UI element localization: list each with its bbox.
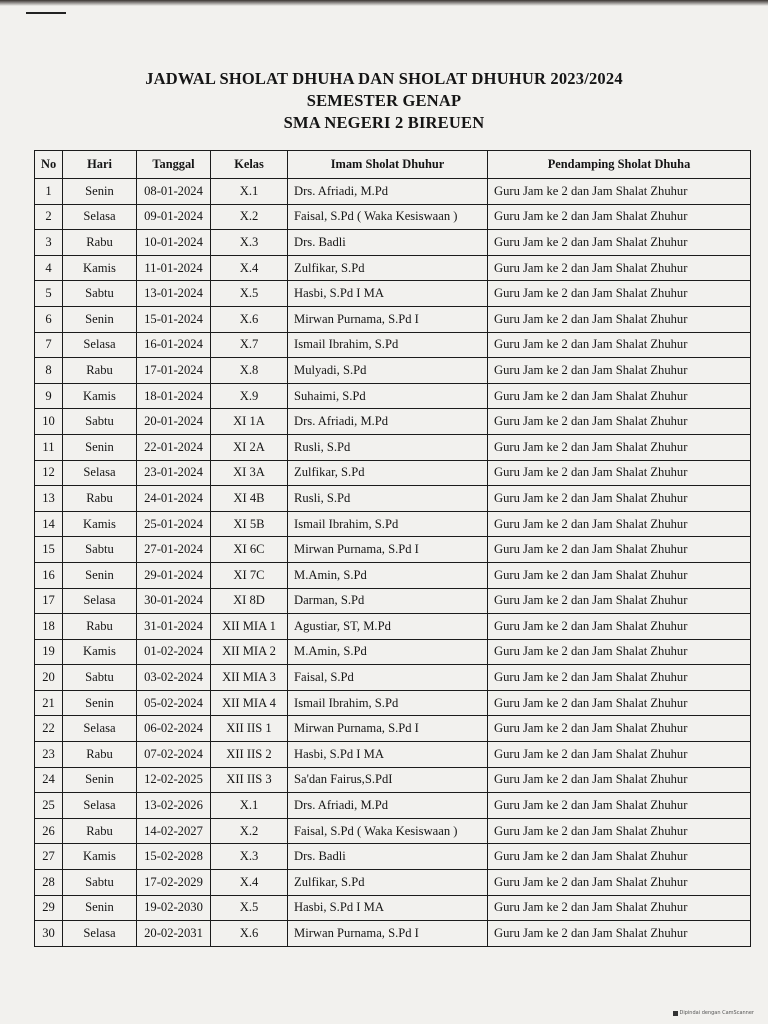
col-header-day: Hari — [63, 151, 137, 179]
cell-imam: Hasbi, S.Pd I MA — [288, 281, 488, 307]
table-row — [35, 486, 751, 512]
cell-day: Kamis — [63, 844, 137, 870]
cell-no: 15 — [35, 537, 63, 563]
cell-imam: Ismail Ibrahim, S.Pd — [288, 511, 488, 537]
cell-day: Senin — [63, 562, 137, 588]
cell-class: X.3 — [211, 230, 288, 256]
cell-pendamping: Guru Jam ke 2 dan Jam Shalat Zhuhur — [488, 434, 751, 460]
cell-pendamping: Guru Jam ke 2 dan Jam Shalat Zhuhur — [488, 665, 751, 691]
cell-no: 21 — [35, 690, 63, 716]
cell-pendamping: Guru Jam ke 2 dan Jam Shalat Zhuhur — [488, 281, 751, 307]
table-row — [35, 255, 751, 281]
cell-date: 18-01-2024 — [137, 383, 211, 409]
cell-date: 15-02-2028 — [137, 844, 211, 870]
cell-class: XII IIS 2 — [211, 742, 288, 768]
cell-day: Kamis — [63, 255, 137, 281]
cell-pendamping: Guru Jam ke 2 dan Jam Shalat Zhuhur — [488, 306, 751, 332]
cell-pendamping: Guru Jam ke 2 dan Jam Shalat Zhuhur — [488, 537, 751, 563]
header-semester: SEMESTER GENAP — [306, 91, 462, 110]
cell-imam: Rusli, S.Pd — [288, 486, 488, 512]
cell-day: Selasa — [63, 460, 137, 486]
table-row — [35, 716, 751, 742]
cell-day: Kamis — [63, 639, 137, 665]
cell-no: 8 — [35, 358, 63, 384]
cell-pendamping: Guru Jam ke 2 dan Jam Shalat Zhuhur — [488, 332, 751, 358]
cell-date: 09-01-2024 — [137, 204, 211, 230]
cell-class: X.2 — [211, 818, 288, 844]
schedule-table — [34, 150, 751, 947]
cell-pendamping: Guru Jam ke 2 dan Jam Shalat Zhuhur — [488, 870, 751, 896]
cell-date: 24-01-2024 — [137, 486, 211, 512]
cell-day: Rabu — [63, 818, 137, 844]
cell-no: 20 — [35, 665, 63, 691]
cell-date: 17-02-2029 — [137, 870, 211, 896]
scan-mark — [26, 12, 66, 14]
cell-class: XII MIA 1 — [211, 614, 288, 640]
cell-class: X.4 — [211, 255, 288, 281]
cell-day: Sabtu — [63, 665, 137, 691]
cell-class: XI 6C — [211, 537, 288, 563]
cell-no: 29 — [35, 895, 63, 921]
cell-imam: Drs. Afriadi, M.Pd — [288, 409, 488, 435]
cell-imam: Mirwan Purnama, S.Pd I — [288, 306, 488, 332]
cell-imam: Drs. Afriadi, M.Pd — [288, 793, 488, 819]
camscanner-logo-icon — [673, 1011, 678, 1016]
cell-pendamping: Guru Jam ke 2 dan Jam Shalat Zhuhur — [488, 767, 751, 793]
cell-pendamping: Guru Jam ke 2 dan Jam Shalat Zhuhur — [488, 409, 751, 435]
cell-date: 29-01-2024 — [137, 562, 211, 588]
table-row — [35, 870, 751, 896]
cell-imam: Drs. Badli — [288, 844, 488, 870]
cell-date: 13-01-2024 — [137, 281, 211, 307]
cell-no: 11 — [35, 434, 63, 460]
cell-pendamping: Guru Jam ke 2 dan Jam Shalat Zhuhur — [488, 358, 751, 384]
cell-imam: Mirwan Purnama, S.Pd I — [288, 537, 488, 563]
col-header-imam: Imam Sholat Dhuhur — [288, 151, 488, 179]
cell-date: 13-02-2026 — [137, 793, 211, 819]
cell-date: 16-01-2024 — [137, 332, 211, 358]
cell-imam: M.Amin, S.Pd — [288, 562, 488, 588]
cell-pendamping: Guru Jam ke 2 dan Jam Shalat Zhuhur — [488, 716, 751, 742]
cell-date: 10-01-2024 — [137, 230, 211, 256]
table-row — [35, 281, 751, 307]
cell-class: X.5 — [211, 281, 288, 307]
cell-date: 03-02-2024 — [137, 665, 211, 691]
cell-day: Rabu — [63, 358, 137, 384]
cell-imam: M.Amin, S.Pd — [288, 639, 488, 665]
cell-imam: Ismail Ibrahim, S.Pd — [288, 690, 488, 716]
cell-imam: Agustiar, ST, M.Pd — [288, 614, 488, 640]
cell-class: X.6 — [211, 306, 288, 332]
table-row — [35, 767, 751, 793]
cell-pendamping: Guru Jam ke 2 dan Jam Shalat Zhuhur — [488, 204, 751, 230]
cell-pendamping: Guru Jam ke 2 dan Jam Shalat Zhuhur — [488, 588, 751, 614]
cell-no: 14 — [35, 511, 63, 537]
cell-imam: Faisal, S.Pd ( Waka Kesiswaan ) — [288, 818, 488, 844]
cell-imam: Sa'dan Fairus,S.PdI — [288, 767, 488, 793]
table-row — [35, 690, 751, 716]
cell-no: 10 — [35, 409, 63, 435]
table-row — [35, 793, 751, 819]
cell-pendamping: Guru Jam ke 2 dan Jam Shalat Zhuhur — [488, 818, 751, 844]
cell-day: Rabu — [63, 230, 137, 256]
cell-date: 01-02-2024 — [137, 639, 211, 665]
cell-pendamping: Guru Jam ke 2 dan Jam Shalat Zhuhur — [488, 742, 751, 768]
cell-no: 17 — [35, 588, 63, 614]
cell-imam: Zulfikar, S.Pd — [288, 460, 488, 486]
cell-pendamping: Guru Jam ke 2 dan Jam Shalat Zhuhur — [488, 921, 751, 947]
cell-day: Rabu — [63, 614, 137, 640]
table-row — [35, 332, 751, 358]
cell-no: 7 — [35, 332, 63, 358]
cell-pendamping: Guru Jam ke 2 dan Jam Shalat Zhuhur — [488, 460, 751, 486]
cell-day: Selasa — [63, 332, 137, 358]
cell-date: 05-02-2024 — [137, 690, 211, 716]
cell-no: 24 — [35, 767, 63, 793]
cell-day: Rabu — [63, 742, 137, 768]
cell-day: Selasa — [63, 204, 137, 230]
cell-class: X.1 — [211, 793, 288, 819]
document-header — [0, 68, 768, 134]
cell-date: 11-01-2024 — [137, 255, 211, 281]
cell-pendamping: Guru Jam ke 2 dan Jam Shalat Zhuhur — [488, 895, 751, 921]
header-title: JADWAL SHOLAT DHUHA DAN SHOLAT DHUHUR 2023/2024 — [145, 69, 623, 88]
cell-imam: Zulfikar, S.Pd — [288, 870, 488, 896]
cell-no: 23 — [35, 742, 63, 768]
cell-imam: Faisal, S.Pd ( Waka Kesiswaan ) — [288, 204, 488, 230]
cell-imam: Hasbi, S.Pd I MA — [288, 742, 488, 768]
cell-class: X.4 — [211, 870, 288, 896]
cell-date: 15-01-2024 — [137, 306, 211, 332]
col-header-pendamping: Pendamping Sholat Dhuha — [488, 151, 751, 179]
cell-pendamping: Guru Jam ke 2 dan Jam Shalat Zhuhur — [488, 690, 751, 716]
cell-day: Senin — [63, 306, 137, 332]
cell-date: 23-01-2024 — [137, 460, 211, 486]
cell-day: Sabtu — [63, 409, 137, 435]
table-row — [35, 179, 751, 205]
scan-top-edge — [0, 0, 768, 6]
cell-pendamping: Guru Jam ke 2 dan Jam Shalat Zhuhur — [488, 486, 751, 512]
cell-pendamping: Guru Jam ke 2 dan Jam Shalat Zhuhur — [488, 383, 751, 409]
table-row — [35, 818, 751, 844]
cell-date: 08-01-2024 — [137, 179, 211, 205]
table-row — [35, 460, 751, 486]
table-row — [35, 895, 751, 921]
table-row — [35, 742, 751, 768]
cell-class: XII MIA 4 — [211, 690, 288, 716]
table-row — [35, 409, 751, 435]
cell-pendamping: Guru Jam ke 2 dan Jam Shalat Zhuhur — [488, 230, 751, 256]
cell-class: XI 3A — [211, 460, 288, 486]
cell-no: 28 — [35, 870, 63, 896]
cell-no: 12 — [35, 460, 63, 486]
cell-class: X.2 — [211, 204, 288, 230]
cell-day: Selasa — [63, 716, 137, 742]
cell-no: 22 — [35, 716, 63, 742]
cell-date: 20-02-2031 — [137, 921, 211, 947]
cell-no: 2 — [35, 204, 63, 230]
cell-class: XII MIA 3 — [211, 665, 288, 691]
cell-imam: Drs. Badli — [288, 230, 488, 256]
cell-imam: Rusli, S.Pd — [288, 434, 488, 460]
cell-imam: Darman, S.Pd — [288, 588, 488, 614]
cell-imam: Suhaimi, S.Pd — [288, 383, 488, 409]
cell-class: XI 4B — [211, 486, 288, 512]
table-row — [35, 434, 751, 460]
cell-no: 3 — [35, 230, 63, 256]
cell-imam: Mirwan Purnama, S.Pd I — [288, 921, 488, 947]
cell-no: 9 — [35, 383, 63, 409]
cell-no: 18 — [35, 614, 63, 640]
scanner-watermark — [673, 1010, 755, 1016]
cell-no: 30 — [35, 921, 63, 947]
cell-class: X.3 — [211, 844, 288, 870]
cell-date: 14-02-2027 — [137, 818, 211, 844]
schedule-body — [35, 179, 751, 947]
cell-date: 25-01-2024 — [137, 511, 211, 537]
cell-date: 12-02-2025 — [137, 767, 211, 793]
cell-imam: Mirwan Purnama, S.Pd I — [288, 716, 488, 742]
col-header-no: No — [35, 151, 63, 179]
cell-day: Senin — [63, 767, 137, 793]
cell-date: 30-01-2024 — [137, 588, 211, 614]
cell-no: 19 — [35, 639, 63, 665]
table-row — [35, 639, 751, 665]
cell-no: 27 — [35, 844, 63, 870]
cell-imam: Drs. Afriadi, M.Pd — [288, 179, 488, 205]
cell-no: 1 — [35, 179, 63, 205]
cell-class: XI 8D — [211, 588, 288, 614]
table-row — [35, 921, 751, 947]
table-row — [35, 537, 751, 563]
cell-pendamping: Guru Jam ke 2 dan Jam Shalat Zhuhur — [488, 511, 751, 537]
cell-day: Senin — [63, 690, 137, 716]
cell-date: 22-01-2024 — [137, 434, 211, 460]
scanner-text: Dipindai dengan CamScanner — [679, 1010, 754, 1016]
cell-pendamping: Guru Jam ke 2 dan Jam Shalat Zhuhur — [488, 562, 751, 588]
cell-class: X.9 — [211, 383, 288, 409]
cell-date: 19-02-2030 — [137, 895, 211, 921]
cell-class: XII IIS 3 — [211, 767, 288, 793]
cell-imam: Ismail Ibrahim, S.Pd — [288, 332, 488, 358]
cell-date: 31-01-2024 — [137, 614, 211, 640]
cell-class: X.5 — [211, 895, 288, 921]
table-row — [35, 844, 751, 870]
cell-class: XI 2A — [211, 434, 288, 460]
cell-class: XI 5B — [211, 511, 288, 537]
cell-no: 13 — [35, 486, 63, 512]
cell-date: 20-01-2024 — [137, 409, 211, 435]
cell-no: 25 — [35, 793, 63, 819]
cell-no: 26 — [35, 818, 63, 844]
table-row — [35, 511, 751, 537]
table-row — [35, 614, 751, 640]
cell-day: Kamis — [63, 383, 137, 409]
col-header-class: Kelas — [211, 151, 288, 179]
cell-day: Rabu — [63, 486, 137, 512]
cell-date: 27-01-2024 — [137, 537, 211, 563]
cell-class: X.7 — [211, 332, 288, 358]
cell-pendamping: Guru Jam ke 2 dan Jam Shalat Zhuhur — [488, 639, 751, 665]
cell-pendamping: Guru Jam ke 2 dan Jam Shalat Zhuhur — [488, 179, 751, 205]
cell-no: 6 — [35, 306, 63, 332]
cell-class: XII IIS 1 — [211, 716, 288, 742]
table-row — [35, 230, 751, 256]
cell-class: XII MIA 2 — [211, 639, 288, 665]
cell-day: Sabtu — [63, 870, 137, 896]
cell-day: Senin — [63, 179, 137, 205]
cell-pendamping: Guru Jam ke 2 dan Jam Shalat Zhuhur — [488, 844, 751, 870]
cell-date: 07-02-2024 — [137, 742, 211, 768]
header-school: SMA NEGERI 2 BIREUEN — [283, 113, 485, 132]
cell-day: Selasa — [63, 921, 137, 947]
table-row — [35, 562, 751, 588]
cell-no: 16 — [35, 562, 63, 588]
cell-date: 06-02-2024 — [137, 716, 211, 742]
cell-day: Senin — [63, 895, 137, 921]
cell-day: Selasa — [63, 588, 137, 614]
cell-date: 17-01-2024 — [137, 358, 211, 384]
cell-imam: Faisal, S.Pd — [288, 665, 488, 691]
cell-day: Senin — [63, 434, 137, 460]
cell-imam: Zulfikar, S.Pd — [288, 255, 488, 281]
cell-imam: Hasbi, S.Pd I MA — [288, 895, 488, 921]
cell-no: 4 — [35, 255, 63, 281]
table-row — [35, 204, 751, 230]
cell-day: Sabtu — [63, 281, 137, 307]
table-row — [35, 306, 751, 332]
cell-day: Kamis — [63, 511, 137, 537]
cell-pendamping: Guru Jam ke 2 dan Jam Shalat Zhuhur — [488, 614, 751, 640]
cell-class: X.6 — [211, 921, 288, 947]
cell-pendamping: Guru Jam ke 2 dan Jam Shalat Zhuhur — [488, 255, 751, 281]
col-header-date: Tanggal — [137, 151, 211, 179]
cell-day: Sabtu — [63, 537, 137, 563]
cell-class: XI 7C — [211, 562, 288, 588]
cell-day: Selasa — [63, 793, 137, 819]
table-row — [35, 383, 751, 409]
cell-class: XI 1A — [211, 409, 288, 435]
cell-class: X.1 — [211, 179, 288, 205]
cell-pendamping: Guru Jam ke 2 dan Jam Shalat Zhuhur — [488, 793, 751, 819]
cell-no: 5 — [35, 281, 63, 307]
table-row — [35, 665, 751, 691]
cell-class: X.8 — [211, 358, 288, 384]
table-row — [35, 358, 751, 384]
table-header-row — [35, 151, 751, 179]
table-row — [35, 588, 751, 614]
cell-imam: Mulyadi, S.Pd — [288, 358, 488, 384]
